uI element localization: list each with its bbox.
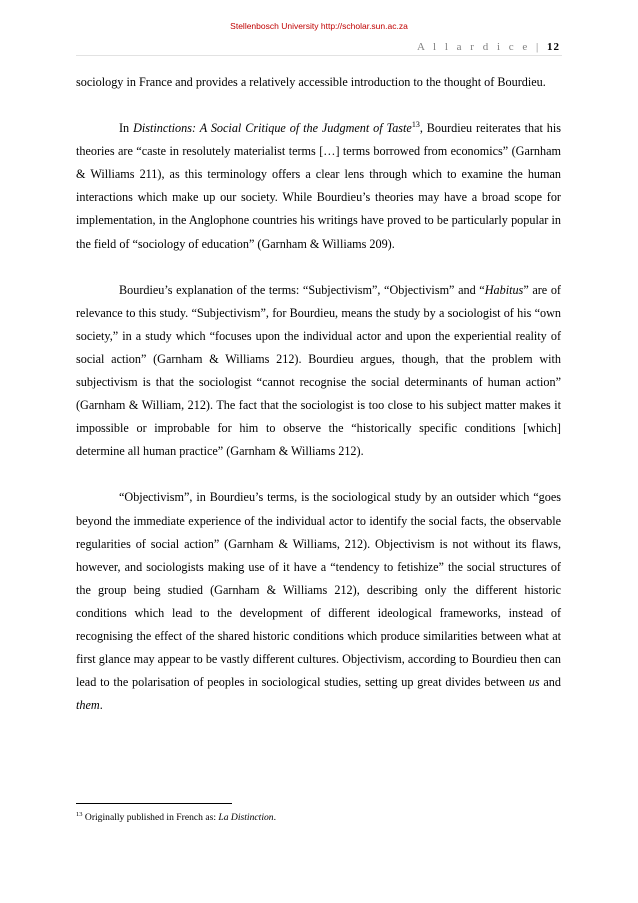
p2-lead: Bourdieu’s explanation of the terms: “Subjectivism”, “Objectivism” and “ bbox=[119, 282, 485, 297]
page-number: 12 bbox=[547, 41, 560, 53]
footnote-text: Originally published in French as: bbox=[82, 812, 219, 823]
footnote-title: La Distinction bbox=[218, 812, 274, 823]
footnote-rule bbox=[76, 803, 232, 804]
habitus-term: Habitus bbox=[484, 282, 524, 297]
footnote-ref[interactable]: 13 bbox=[411, 120, 420, 130]
p3-end: . bbox=[99, 698, 103, 713]
running-head bbox=[417, 41, 560, 53]
footnote-number: 13 bbox=[76, 811, 83, 818]
repository-header: Stellenbosch University http://scholar.sun.ac.za bbox=[230, 21, 408, 31]
paragraph-objectivism bbox=[76, 486, 561, 717]
header-separator: | bbox=[530, 41, 547, 53]
header-rule bbox=[76, 55, 562, 56]
paragraph-distinctions bbox=[76, 117, 561, 256]
author-name: A l l a r d i c e bbox=[416, 41, 531, 53]
p1-lead: In bbox=[119, 121, 134, 136]
p3-and: and bbox=[539, 675, 561, 690]
them-term: them bbox=[76, 698, 100, 713]
p2-body: ” are of relevance to this study. “Subjectivism”, for Bourdieu, means the study by a sociologist of his “own society,” in a study which “focuses upon the individual actor and upon the experiential reality of social action” (Garnham & Williams 212). Bourdieu argues, though, that the problem with subjectivism is that the sociologist “cannot recognise the social determinants of human action” (Garnham & William, 212). The fact that the sociologist is too close to his subject matter makes it impossible or improbable for him to observe the “historically specific conditions [which] determine all human practice” (Garnham & Williams 212). bbox=[76, 282, 561, 459]
p3-body: “Objectivism”, in Bourdieu’s terms, is the sociological study by an outsider which “goes beyond the immediate experience of the individual actor to identify the social facts, the observable regularities of social action” (Garnham & Williams, 212). Objectivism is not without its flaws, however, and sociologists making use of it have a “tendency to fetishize” the social structures of the group being studied (Garnham & Williams 212), describing only the different historic conditions which lead to the development of different ideological frameworks, instead of recognising the effect of the shared historic conditions which produce similarities between what at first glance may appear to be vastly different cultures. Objectivism, according to Bourdieu then can lead to the polarisation of peoples in sociological studies, setting up great divides between bbox=[76, 490, 561, 690]
p1-body: , Bourdieu reiterates that his theories are “caste in resolutely materialist terms […] terms borrowed from economics” (Garnham & Williams 211), as this terminology offers a clear lens through which to examine the human interactions which make up our society. While Bourdieu’s theories may have a broad scope for implementation, in the Anglophone countries his writings have proved to be particularly popular in the field of “sociology of education” (Garnham & Williams 209). bbox=[76, 121, 561, 251]
paragraph-subjectivism bbox=[76, 279, 561, 464]
paragraph-continued: sociology in France and provides a relatively accessible introduction to the thought of Bourdieu. bbox=[76, 75, 546, 89]
body-text bbox=[76, 71, 561, 717]
book-title: Distinctions: A Social Critique of the Judgment of Taste bbox=[133, 121, 412, 136]
footnote-end: . bbox=[273, 812, 276, 823]
us-term: us bbox=[528, 675, 540, 690]
footnote bbox=[76, 812, 562, 824]
